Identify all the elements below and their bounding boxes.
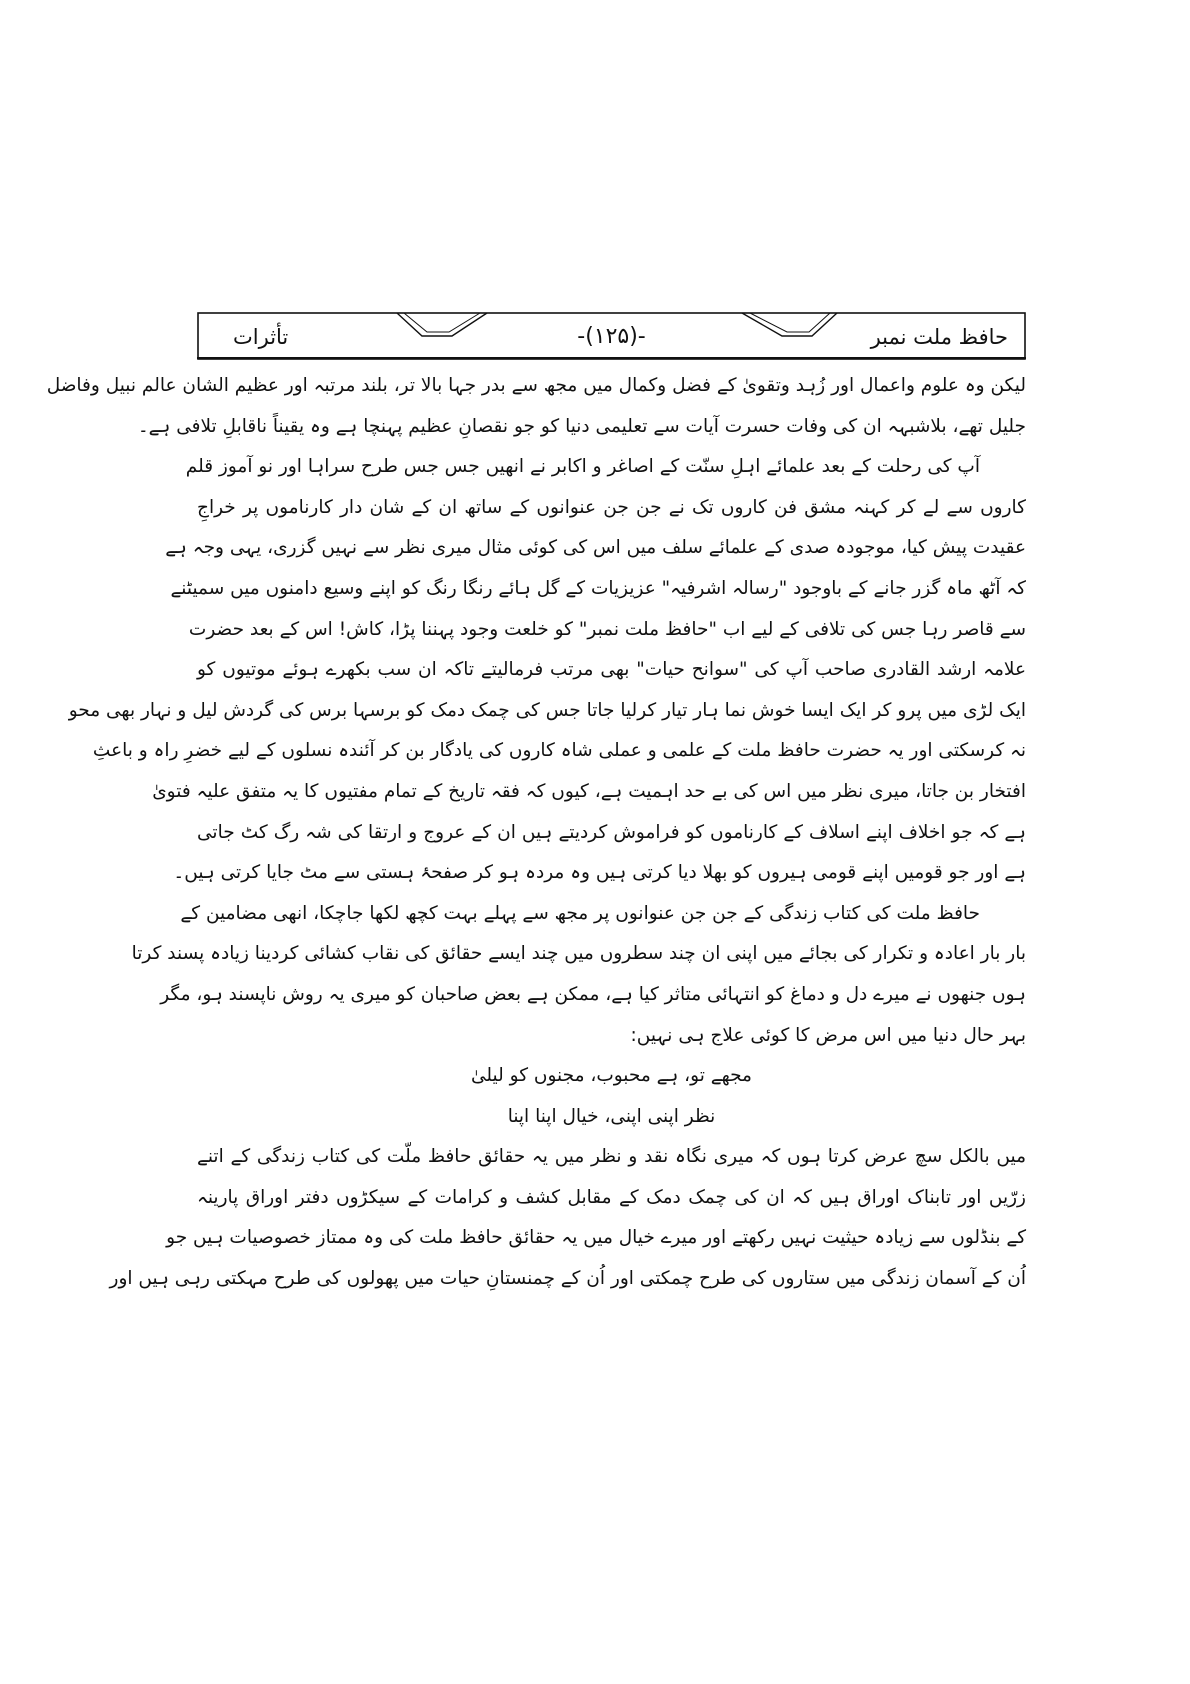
text-line: آپ کی رحلت کے بعد علمائے اہلِ سنّت کے اصاغر و اکابر نے انھیں جس جس طرح سراہا اور نو آموز قلم [185, 456, 980, 478]
section-title: تأثرات [233, 325, 289, 349]
text-line: جلیل تھے، بلاشبہہ ان کی وفات حسرت آیات سے تعلیمی دنیا کو جو نقصانِ عظیم پہنچا ہے وہ یقیناً ناقابلِ تلافی ہے۔ [137, 415, 1026, 437]
page-number: -(۱۲۵)- [577, 324, 646, 349]
text-line: ہے کہ جو اخلاف اپنے اسلاف کے کارناموں کو فراموش کردیتے ہیں ان کے عروج و ارتقا کی شہ رگ کٹ جاتی [197, 821, 1026, 843]
running-header [197, 312, 1026, 360]
text-line: میں بالکل سچ عرض کرتا ہوں کہ میری نگاہ نقد و نظر میں یہ حقائق حافظ ملّت کی کتاب زندگی کے اتنے [197, 1146, 1026, 1168]
text-line: کاروں سے لے کر کہنہ مشق فن کاروں تک نے جن جن عنوانوں کے ساتھ ان کے شان دار کارناموں پر خراجِ [197, 496, 1026, 518]
text-line: سے قاصر رہا جس کی تلافی کے لیے اب "حافظ ملت نمبر" کو خلعت وجود پہننا پڑا، کاش! اس کے بعد حضرت [188, 618, 1026, 640]
article-body [46, 366, 1026, 1300]
text-line: لیکن وہ علوم واعمال اور زُہد وتقویٰ کے فضل وکمال میں مجھ سے بدر جہا بالا تر، بلند مرتبہ اور عظیم الشان عالم نبیل وفاضل [46, 375, 1026, 396]
text-line: بہر حال دنیا میں اس مرض کا کوئی علاج ہی نہیں: [630, 1024, 1026, 1046]
text-line: ہے اور جو قومیں اپنے قومی ہیروں کو بھلا دیا کرتی ہیں وہ مردہ ہو کر صفحۂ ہستی سے مٹ جایا کرتی ہیں۔ [173, 862, 1026, 884]
text-line: ہوں جنھوں نے میرے دل و دماغ کو انتہائی متاثر کیا ہے، ممکن ہے بعض صاحبان کو میری یہ روش ناپسند ہو، مگر [160, 983, 1026, 1005]
text-line: کے بنڈلوں سے زیادہ حیثیت نہیں رکھتے اور میرے خیال میں یہ حقائق حافظ ملت کی وہ ممتاز خصوصیات ہیں جو [166, 1227, 1026, 1249]
text-line: عقیدت پیش کیا، موجودہ صدی کے علمائے سلف میں اس کی کوئی مثال میری نظر سے نہیں گزری، یہی وجہ ہے [165, 537, 1026, 559]
text-line: نہ کرسکتی اور یہ حضرت حافظ ملت کے علمی و عملی شاہ کاروں کی یادگار بن کر آئندہ نسلوں کے لیے خضرِ راہ و باعثِ [92, 740, 1026, 762]
text-line: ایک لڑی میں پرو کر ایک ایسا خوش نما ہار تیار کرلیا جاتا جس کی چمک دمک کو برسہا برس کی گردش لیل و نہار بھی محو [68, 699, 1026, 721]
text-line: بار بار اعادہ و تکرار کی بجائے میں اپنی ان چند سطروں میں چند ایسے حقائق کی نقاب کشائی کردینا زیادہ پسند کرتا [131, 943, 1026, 965]
text-line: حافظ ملت کی کتاب زندگی کے جن جن عنوانوں پر مجھ سے پہلے بہت کچھ لکھا جاچکا، انھی مضامین کے [180, 902, 980, 924]
verse-line: مجھے تو، ہے محبوب، مجنوں کو لیلیٰ [471, 1065, 752, 1087]
text-line: زرّیں اور تابناک اوراق ہیں کہ ان کی چمک دمک کے مقابل کشف و کرامات کے سیکڑوں دفتر اوراق پارینہ [197, 1186, 1026, 1208]
text-line: اُن کے آسمان زندگی میں ستاروں کی طرح چمکتی اور اُن کے چمنستانِ حیات میں پھولوں کی طرح مہکتی رہی ہیں اور [109, 1268, 1026, 1290]
text-line: علامہ ارشد القادری صاحب آپ کی "سوانح حیات" بھی مرتب فرمالیتے تاکہ ان سب بکھرے ہوئے موتیوں کو [197, 659, 1026, 681]
text-line: کہ آٹھ ماہ گزر جانے کے باوجود "رسالہ اشرفیہ" عزیزیات کے گل ہائے رنگا رنگ کو اپنے وسیع دامنوں میں سمیٹنے [170, 577, 1026, 599]
text-line: افتخار بن جاتا، میری نظر میں اس کی بے حد اہمیت ہے، کیوں کہ فقہ تاریخ کے تمام مفتیوں کا یہ متفق علیہ فتویٰ [152, 780, 1026, 802]
magazine-title: حافظ ملت نمبر [870, 325, 1008, 349]
verse-line: نظر اپنی اپنی، خیال اپنا اپنا [507, 1105, 716, 1127]
